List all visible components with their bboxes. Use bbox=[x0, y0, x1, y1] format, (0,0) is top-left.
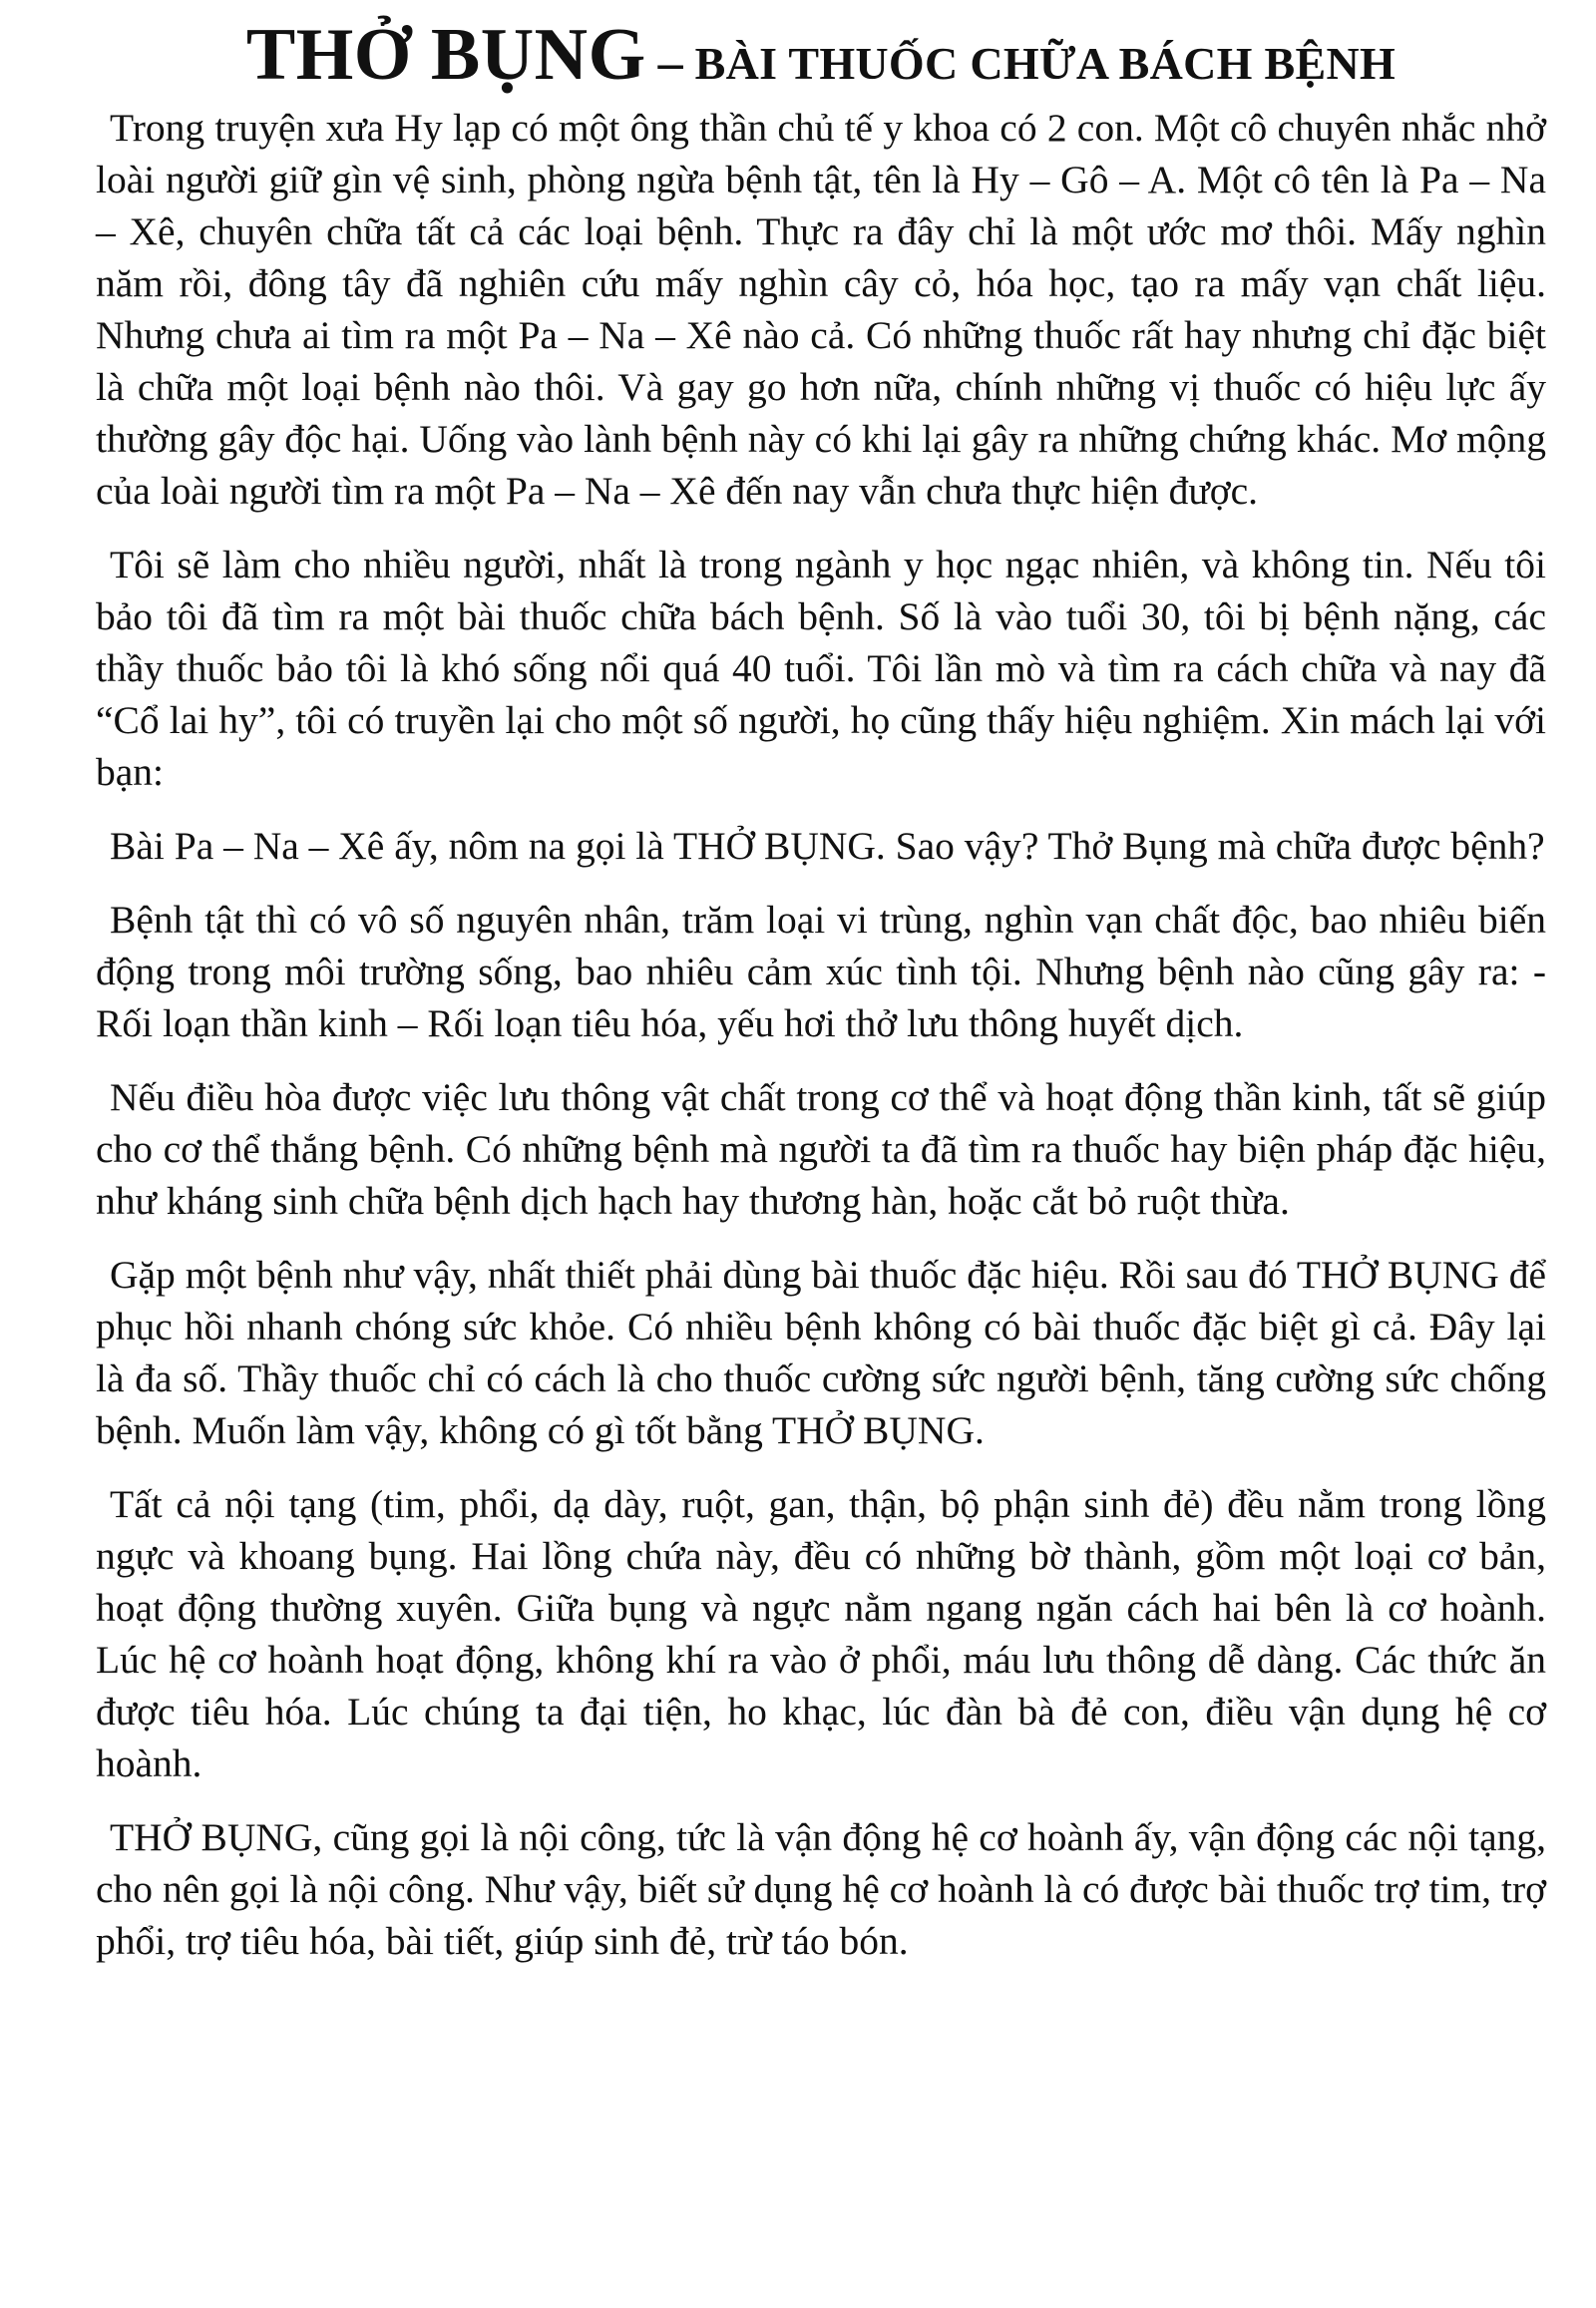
title-separator: – bbox=[657, 34, 683, 90]
paragraph-5: Nếu điều hòa được việc lưu thông vật chất trong cơ thể và hoạt động thần kinh, tất sẽ giúp cho cơ thể thắng bệnh. Có những bệnh mà người ta đã tìm ra thuốc hay biện pháp đặc hiệu, như kháng sinh chữa bệnh dịch hạch hay thương hàn, hoặc cắt bỏ ruột thừa. bbox=[96, 1075, 1546, 1223]
page-title bbox=[96, 14, 1546, 96]
paragraph-3: Bài Pa – Na – Xê ấy, nôm na gọi là THỞ BỤNG. Sao vậy? Thở Bụng mà chữa được bệnh? bbox=[110, 824, 1545, 868]
paragraph-1: Trong truyện xưa Hy lạp có một ông thần chủ tế y khoa có 2 con. Một cô chuyên nhắc nhở loài người giữ gìn vệ sinh, phòng ngừa bệnh tật, tên là Hy – Gô – A. Một cô tên là Pa – Na – Xê, chuyên chữa tất cả các loại bệnh. Thực ra đây chỉ là một ước mơ thôi. Mấy nghìn năm rồi, đông tây đã nghiên cứu mấy nghìn cây cỏ, hóa học, tạo ra mấy vạn chất liệu. Nhưng chưa ai tìm ra một Pa – Na – Xê nào cả. Có những thuốc rất hay nhưng chỉ đặc biệt là chữa một loại bệnh nào thôi. Và gay go hơn nữa, chính những vị thuốc có hiệu lực ấy thường gây độc hại. Uống vào lành bệnh này có khi lại gây ra những chứng khác. Mơ mộng của loài người tìm ra một Pa – Na – Xê đến nay vẫn chưa thực hiện được. bbox=[96, 106, 1546, 513]
paragraph-4: Bệnh tật thì có vô số nguyên nhân, trăm loại vi trùng, nghìn vạn chất độc, bao nhiêu biến động trong môi trường sống, bao nhiêu cảm xúc tình tội. Nhưng bệnh nào cũng gây ra: - Rối loạn thần kinh – Rối loạn tiêu hóa, yếu hơi thở lưu thông huyết dịch. bbox=[96, 898, 1546, 1045]
title-subtitle: BÀI THUỐC CHỮA BÁCH BỆNH bbox=[694, 38, 1396, 89]
paragraph-7: Tất cả nội tạng (tim, phổi, dạ dày, ruột, gan, thận, bộ phận sinh đẻ) đều nằm trong lồng ngực và khoang bụng. Hai lồng chứa này, đều có những bờ thành, gồm một loại cơ bản, hoạt động thường xuyên. Giữa bụng và ngực nằm ngang ngăn cách hai bên là cơ hoành. Lúc hệ cơ hoành hoạt động, không khí ra vào ở phổi, máu lưu thông dễ dàng. Các thức ăn được tiêu hóa. Lúc chúng ta đại tiện, ho khạc, lúc đàn bà đẻ con, điều vận dụng hệ cơ hoành. bbox=[96, 1482, 1546, 1785]
paragraph-6: Gặp một bệnh như vậy, nhất thiết phải dùng bài thuốc đặc hiệu. Rồi sau đó THỞ BỤNG để phục hồi nhanh chóng sức khỏe. Có nhiều bệnh không có bài thuốc đặc biệt gì cả. Đây lại là đa số. Thầy thuốc chỉ có cách là cho thuốc cường sức người bệnh, tăng cường sức chống bệnh. Muốn làm vậy, không có gì tốt bằng THỞ BỤNG. bbox=[96, 1253, 1546, 1452]
title-main: THỞ BỤNG bbox=[245, 14, 646, 96]
paragraph-2: Tôi sẽ làm cho nhiều người, nhất là trong ngành y học ngạc nhiên, và không tin. Nếu tôi bảo tôi đã tìm ra một bài thuốc chữa bách bệnh. Số là vào tuổi 30, tôi bị bệnh nặng, các thầy thuốc bảo tôi là khó sống nổi quá 40 tuổi. Tôi lần mò và tìm ra cách chữa và nay đã “Cổ lai hy”, tôi có truyền lại cho một số người, họ cũng thấy hiệu nghiệm. Xin mách lại với bạn: bbox=[96, 543, 1546, 794]
paragraph-8: THỞ BỤNG, cũng gọi là nội công, tức là vận động hệ cơ hoành ấy, vận động các nội tạng, cho nên gọi là nội công. Như vậy, biết sử dụng hệ cơ hoành là có được bài thuốc trợ tim, trợ phổi, trợ tiêu hóa, bài tiết, giúp sinh đẻ, trừ táo bón. bbox=[96, 1815, 1546, 1963]
